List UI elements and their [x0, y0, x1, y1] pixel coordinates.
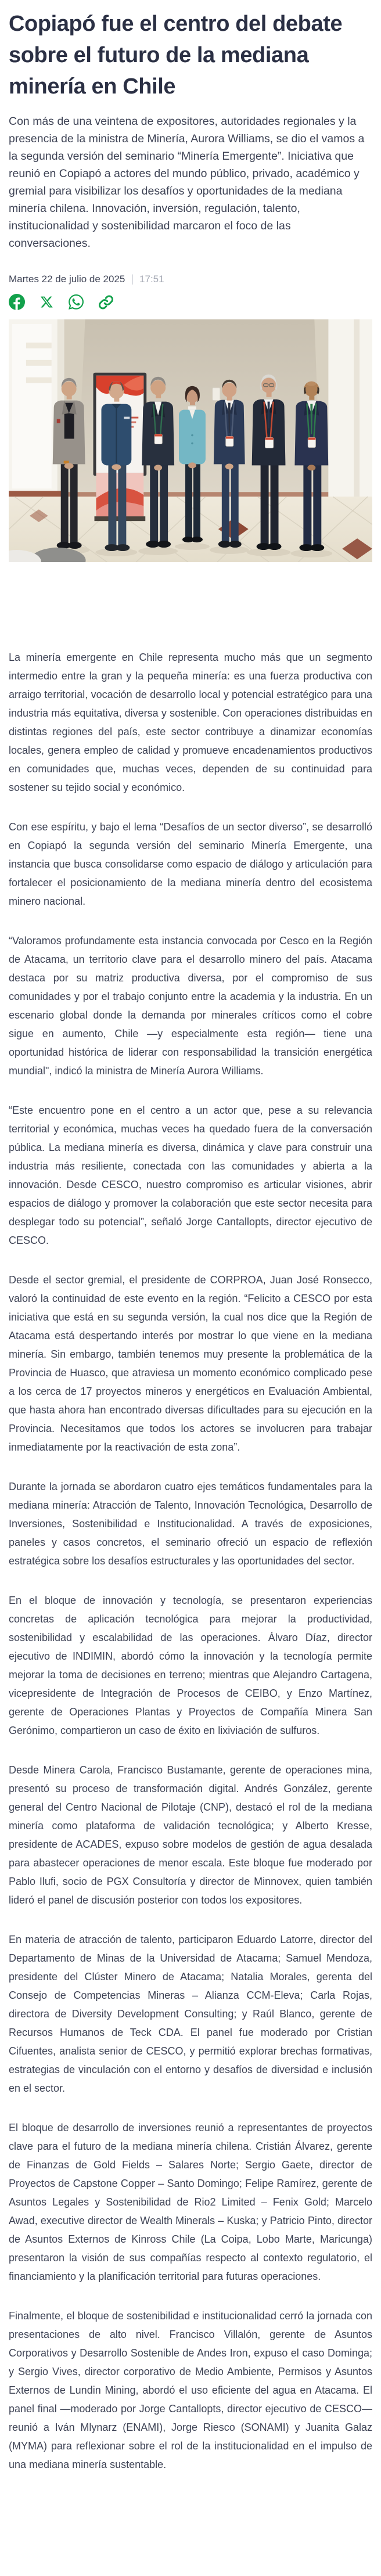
- publish-time: 17:51: [139, 273, 164, 285]
- x-icon[interactable]: [38, 294, 55, 310]
- paragraph: “Este encuentro pone en el centro a un actor que, pese a su relevancia territorial y económica, muchas veces ha quedado fuera de la conversación pública. La mediana minería es diversa, dinámica y clave para construir una industria más resiliente, conectada con las comunidades y abierta a la innovación. Desde CESCO, nuestro compromiso es articular visiones, abrir espacios de diálogo y promover la colaboración que este sector necesita para desplegar todo su potencial”, señaló Jorge Cantallopts, director ejecutivo de CESCO.: [9, 1104, 372, 1246]
- photo-light-switch: [213, 388, 220, 401]
- share-bar: [9, 294, 372, 310]
- article-intro: Con más de una veintena de expositores, autoridades regionales y la presencia de la ministra de Minería, Aurora Williams, se dio el vamos a la segunda versión del seminario “Minería Emergente”. Iniciativa que reunió en Copiapó a actores del mundo público, privado, académico y gremial para visibilizar los desafíos y oportunidades de la mediana minería chilena. Innovación, inversión, regulación, talento, institucionalidad y sostenibilidad marcaron el foco de las conversaciones.: [9, 115, 365, 250]
- paragraph: La minería emergente en Chile representa mucho más que un segmento intermedio entre la gran y la pequeña minería: es una fuerza productiva con arraigo territorial, vocación de desarrollo local y potencial estratégico para una industria más equitativa, diversa y sostenible. Con operaciones distribuidas en distintas regiones del país, este sector contribuye a dinamizar economías locales, genera empleo de calidad y promueve encadenamientos productivos en comunidades que, muchas veces, dependen de su continuidad para sostener su tejido social y económico.: [9, 652, 372, 793]
- facebook-icon[interactable]: [9, 294, 25, 310]
- page-title: Copiapó fue el centro del debate sobre el futuro de la mediana minería en Chile: [9, 12, 343, 99]
- publish-info: [9, 273, 372, 285]
- copy-link-icon[interactable]: [98, 294, 114, 310]
- paragraph: En el bloque de innovación y tecnología, se presentaron experiencias concretas de aplicación tecnológica para mejorar la productividad, sostenibilidad y escalabilidad de las operaciones. Álvaro Díaz, director ejecutivo de INDIMIN, abordó cómo la innovación y la tecnología permite mejorar la toma de decisiones en terreno; mientras que Alejandro Cartagena, vicepresidente de Integración de Procesos de CEIBO, y Enzo Martínez, gerente de Operaciones Plantas y Proyectos de Compañía Minera San Gerónimo, compartieron un caso de éxito en lixiviación de sulfuros.: [9, 1595, 372, 1736]
- paragraph: Desde el sector gremial, el presidente de CORPROA, Juan José Ronsecco, valoró la continuidad de este evento en la región. “Felicito a CESCO por esta iniciativa que está en su segunda versión, la cual nos dice que la Región de Atacama está despertando interés por mostrar lo que viene en la mediana minería. Sin embargo, también tenemos muy presente la problemática de la Provincia de Huasco, que atraviesa un momento económico complicado pese a los cerca de 17 proyectos mineros y energéticos en Evaluación Ambiental, que hasta ahora han encontrado diversas dificultades para su ejecución en la Provincia. Necesitamos que todos los actores se involucren para trabajar inmediatamente por la reactivación de esta zona”.: [9, 1274, 372, 1453]
- article-body: [9, 648, 372, 2474]
- meta-separator: |: [131, 273, 134, 285]
- paragraph: Con ese espíritu, y bajo el lema “Desafíos de un sector diverso”, se desarrolló en Copiapó la segunda versión del seminario Minería Emergente, una instancia que busca consolidarse como espacio de diálogo y articulación para fortalecer el posicionamiento de la mediana minería dentro del ecosistema minero nacional.: [9, 821, 372, 907]
- paragraph: “Valoramos profundamente esta instancia convocada por Cesco en la Región de Atacama, un territorio clave para el desarrollo minero del país. Atacama destaca por su matriz productiva diversa, por el compromiso de sus comunidades y por el trabajo conjunto entre la academia y la industria. En un escenario global donde la demanda por minerales críticos como el cobre sigue en aumento, Chile —y especialmente esta región— tiene una oportunidad histórica de liderar con responsabilidad la transición energética mundial", indicó la ministra de Minería Aurora Williams.: [9, 935, 372, 1077]
- paragraph: Finalmente, el bloque de sostenibilidad e institucionalidad cerró la jornada con presentaciones de alto nivel. Francisco Villalón, gerente de Asuntos Corporativos y Desarrollo Sostenible de Andes Iron, expuso el caso Dominga; y Sergio Vives, director corporativo de Medio Ambiente, Permisos y Asuntos Externos de Lundin Mining, abordó el uso eficiente del agua en Atacama. El panel final —moderado por Jorge Cantallopts, director ejecutivo de CESCO— reunió a Iván Mlynarz (ENAMI), Jorge Riesco (SONAMI) y Juanita Galaz (MYMA) para reflexionar sobre el rol de la institucionalidad en el impulso de una mediana minería sustentable.: [9, 2310, 372, 2470]
- publish-date: Martes 22 de julio de 2025: [9, 273, 125, 285]
- paragraph: En materia de atracción de talento, participaron Eduardo Latorre, director del Departamento de Minas de la Universidad de Atacama; Samuel Mendoza, presidente del Clúster Minero de Atacama; Natalia Morales, gerenta del Consejo de Competencias Mineras – Alianza CCM-Eleva; Carla Rojas, directora de Diversity Development Consulting; y Raúl Blanco, gerente de Recursos Humanos de Teck CDA. El panel fue moderado por Cristian Cifuentes, analista senior de CESCO, y permitió explorar brechas formativas, estrategias de vinculación con el entorno y desafíos de diversidad e inclusión en el sector.: [9, 1934, 372, 2094]
- paragraph: El bloque de desarrollo de inversiones reunió a representantes de proyectos clave para el futuro de la mediana minería chilena. Cristián Álvarez, gerente de Finanzas de Gold Fields – Salares Norte; Sergio Gaete, director de Proyectos de Capstone Copper – Santo Domingo; Felipe Ramírez, gerente de Asuntos Legales y Sostenibilidad de Rio2 Limited – Fenix Gold; Marcelo Awad, executive director de Wealth Minerals – Kuska; y Patricio Pinto, director de Asuntos Externos de Kinross Chile (La Coipa, Lobo Marte, Maricunga) presentaron la visión de sus compañías respecto al contexto regulatorio, el financiamiento y la planificación territorial para futuras operaciones.: [9, 2122, 372, 2282]
- paragraph: Durante la jornada se abordaron cuatro ejes temáticos fundamentales para la mediana minería: Atracción de Talento, Innovación Tecnológica, Desarrollo de Inversiones, Sostenibilidad e Institucionalidad. A través de exposiciones, paneles y casos concretos, el seminario ofreció un espacio de reflexión estratégica sobre los desafíos estructurales y las oportunidades del sector.: [9, 1481, 372, 1567]
- article-page: [0, 8, 381, 2491]
- article: [9, 8, 372, 2491]
- paragraph: Desde Minera Carola, Francisco Bustamante, gerente de operaciones mina, presentó su proceso de transformación digital. Andrés González, gerente general del Centro Nacional de Pilotaje (CNP), destacó el rol de la mediana minería como plataforma de validación tecnológica; y Alberto Kresse, presidente de ACADES, expuso sobre modelos de gestión de agua desalada para abastecer operaciones de menor escala. Este bloque fue moderado por Pablo Ilufi, socio de PGX Consultoría y director de Minnovex, quien también lideró el panel de discusión posterior con todos los expositores.: [9, 1764, 372, 1906]
- article-photo: [9, 319, 372, 562]
- whatsapp-icon[interactable]: [68, 294, 84, 310]
